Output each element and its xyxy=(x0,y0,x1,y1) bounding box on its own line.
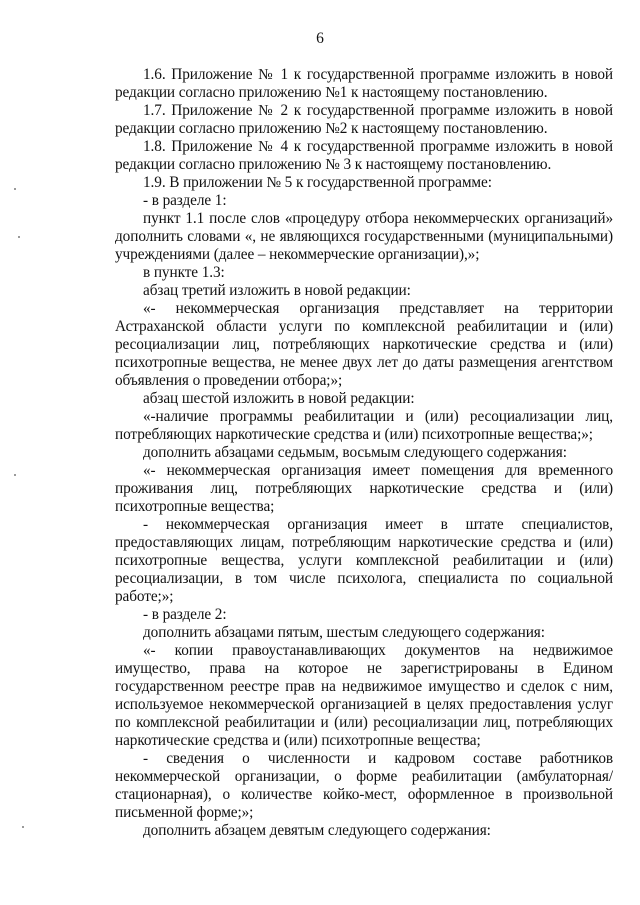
paragraph-add-ninth: дополнить абзацем девятым следующего содержания: xyxy=(143,822,491,839)
paragraph-add-fifth-sixth: дополнить абзацами пятым, шестым следующего содержания: xyxy=(143,624,545,641)
scan-mark xyxy=(22,826,24,828)
document-body xyxy=(115,66,613,840)
scan-mark xyxy=(14,188,16,190)
paragraph-add-seventh-eighth: дополнить абзацами седьмым, восьмым следующего содержания: xyxy=(143,444,567,461)
paragraph-1-8: 1.8. Приложение № 4 к государственной программе изложить в новой редакции согласно приложению № 3 к настоящему постановлению. xyxy=(115,138,613,173)
scan-mark xyxy=(18,236,20,238)
paragraph-1-7: 1.7. Приложение № 2 к государственной программе изложить в новой редакции согласно приложению №2 к настоящему постановлению. xyxy=(115,102,613,137)
quote-sixth-paragraph-2: - сведения о численности и кадровом составе работников некоммерческой организации, о форме реабилитации (амбулаторная/стационарная), о количестве койко-мест, оформленное в произвольной письменной форме;»; xyxy=(115,750,613,821)
paragraph-third-new-edition: абзац третий изложить в новой редакции: xyxy=(143,282,411,299)
paragraph-1-6: 1.6. Приложение № 1 к государственной программе изложить в новой редакции согласно приложению №1 к настоящему постановлению. xyxy=(115,66,613,101)
paragraph-1-9: 1.9. В приложении № 5 к государственной программе: xyxy=(143,174,492,191)
point-1-3-heading: в пункте 1.3: xyxy=(143,264,225,281)
paragraph-sixth-new-edition: абзац шестой изложить в новой редакции: xyxy=(143,390,415,407)
quote-seventh-paragraph: «- некоммерческая организация имеет помещения для временного проживания лиц, потребляющих наркотические средства и (или) психотропные вещества; xyxy=(115,462,613,515)
paragraph-point-1-1: пункт 1.1 после слов «процедуру отбора некоммерческих организаций» дополнить словами «, не являющихся государственными (муниципальными) учреждениями (далее – некоммерческие организации),»; xyxy=(115,210,613,263)
quote-third-paragraph: «- некоммерческая организация представляет на территории Астраханской области услуги по комплексной реабилитации и (или) ресоциализации лиц, потребляющих наркотические средства и (или) психотропные вещества, не менее двух лет до даты размещения агентством объявления о проведении отбора;»; xyxy=(115,300,613,389)
quote-sixth-paragraph: «-наличие программы реабилитации и (или) ресоциализации лиц, потребляющих наркотические средства и (или) психотропные вещества;»; xyxy=(115,408,613,443)
page-number: 6 xyxy=(316,30,324,47)
quote-fifth-paragraph: «- копии правоустанавливающих документов на недвижимое имущество, права на которое не зарегистрированы в Едином государственном реестре прав на недвижимое имущество и сделок с ним, используемое некоммерческой организацией в целях предоставления услуг по комплексной реабилитации и (или) ресоциализации лиц, потребляющих наркотические средства и (или) психотропные вещества; xyxy=(115,642,613,749)
scan-mark xyxy=(14,474,16,476)
section-1-heading: - в разделе 1: xyxy=(143,192,227,209)
section-2-heading: - в разделе 2: xyxy=(143,606,227,623)
quote-eighth-paragraph: - некоммерческая организация имеет в штате специалистов, предоставляющих лицам, потребляющим наркотические средства и (или) психотропные вещества, услуги комплексной реабилитации и (или) ресоциализации, в том числе психолога, специалиста по социальной работе;»; xyxy=(115,516,613,605)
